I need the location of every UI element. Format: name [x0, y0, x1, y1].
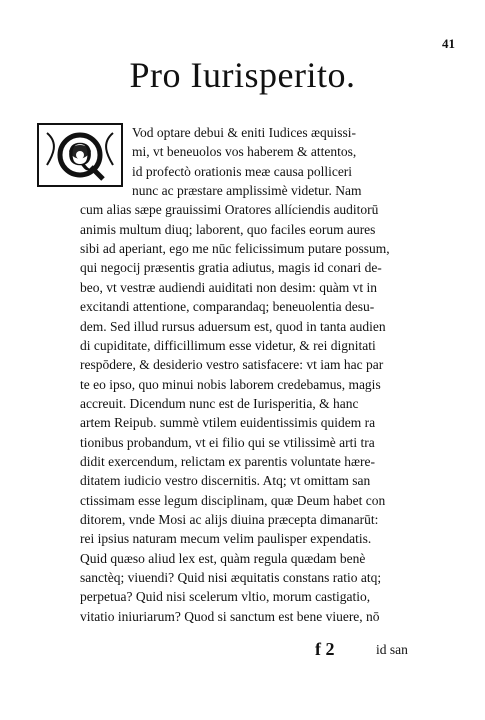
- text-line: tionibus probandum, vt ei filio qui se vtilissimè arti tra: [80, 434, 375, 450]
- folio-number: 41: [442, 36, 455, 51]
- text-line: respōdere, & desiderio vestro satisfacere: vt iam hac par: [80, 357, 384, 373]
- text-line: rei ipsius naturam mecum velim paulisper expendatis.: [80, 531, 372, 547]
- text-line: perpetua? Quid nisi scelerum vltio, morum castigatio,: [80, 589, 371, 605]
- page-title: Pro Iurisperito.: [129, 55, 356, 95]
- initial-letter: Q: [67, 136, 93, 173]
- text-line: Vod optare debui & eniti Iudices æquissi-: [132, 125, 356, 140]
- text-line: vitatio iniuriarum? Quod si sanctum est bene viuere, nō: [80, 608, 380, 624]
- text-line: excitandi attentione, comparandaq; beneuolentia desu-: [80, 299, 375, 315]
- text-line: ctissimam esse legum disciplinam, quæ Deum habet con: [80, 492, 386, 508]
- text-line: animis multum diuq; laborent, quo faciles eorum aures: [80, 221, 376, 237]
- text-line: id profectò orationis meæ causa polliceri: [132, 163, 353, 179]
- decorated-initial: [37, 123, 123, 187]
- text-line: Quid quæso aliud lex est, quàm regula quædam benè: [80, 550, 366, 566]
- catchword: id san: [376, 642, 408, 657]
- text-line: qui negocij præsentis gratia adiutus, magis id conari de-: [80, 260, 382, 276]
- text-line: didit exercendum, relictam ex parentis voluntate hære-: [80, 453, 376, 469]
- text-line: ditorem, vnde Mosi ac alijs diuina præcepta dimanarūt:: [80, 512, 379, 527]
- text-line: ditatem iudicio vestro discernitis. Atq; vt omittam san: [80, 473, 371, 489]
- text-line: di cupiditate, difficillimum esse videtur, & rei dignitati: [80, 337, 376, 353]
- text-line: nunc ac præstare amplissimè videtur. Nam: [132, 183, 362, 199]
- text-line: cum alias sæpe grauissimi Oratores allíciendis auditorū: [80, 202, 379, 218]
- text-line: sanctèq; viuendi? Quid nisi æquitatis constans ratio atq;: [80, 570, 382, 586]
- ornament-icon: [39, 125, 121, 185]
- text-line: accreuit. Dicendum nunc est de Iurisperitia, & hanc: [80, 395, 359, 411]
- text-line: dem. Sed illud rursus aduersum est, quod in tanta audien: [80, 318, 386, 334]
- text-line: sibi ad aperiant, ego me nūc felicissimum putare possum,: [80, 241, 390, 257]
- signature-mark: f 2: [315, 639, 335, 659]
- text-line: beo, vt vestræ audiendi auiditati non desim: quàm vt in: [80, 279, 377, 295]
- text-line: artem Reipub. summè vtilem euidentissimis quidem ra: [80, 415, 376, 431]
- text-line: te eo ipso, quo minui nobis laborem credebamus, magis: [80, 376, 381, 392]
- text-line: mi, vt beneuolos vos haberem & attentos,: [132, 144, 357, 160]
